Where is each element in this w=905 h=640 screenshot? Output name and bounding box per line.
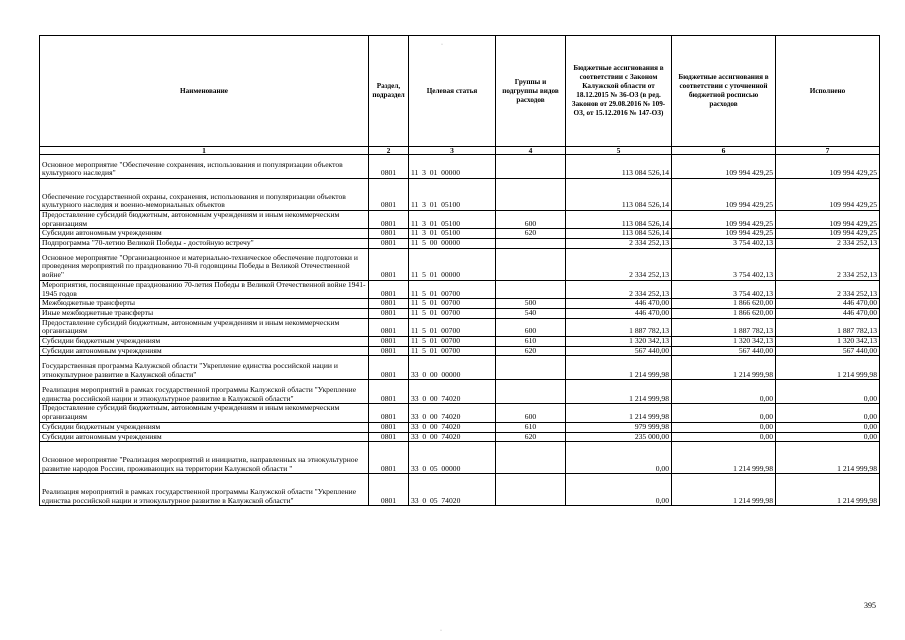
table-row [40,155,880,179]
row-name: Предоставление субсидий бюджетным, автономным учреждениям и иным некоммерческим организациям [40,318,369,336]
row-list-amount: 3 754 402,13 [672,239,776,249]
row-law-amount: 2 334 252,13 [566,280,672,298]
row-name: Субсидии бюджетным учреждениям [40,337,369,347]
row-article: 11 5 00 00000 [409,239,496,249]
row-list-amount: 1 320 342,13 [672,337,776,347]
row-law-amount: 1 214 999,98 [566,404,672,422]
row-name: Субсидии бюджетным учреждениям [40,422,369,432]
row-name: Субсидии автономным учреждениям [40,229,369,239]
row-group [496,356,566,380]
row-name: Реализация мероприятий в рамках государственной программы Калужской области "Укрепление единства российской нации и этнокультурное развитие в Калужской области" [40,474,369,506]
table-row [40,179,880,211]
table-row [40,280,880,298]
row-list-amount: 109 994 429,25 [672,155,776,179]
column-number: 7 [776,147,880,155]
row-article: 33 0 00 00000 [409,356,496,380]
row-section: 0801 [369,432,409,442]
column-number: 4 [496,147,566,155]
table-row [40,239,880,249]
row-law-amount: 2 334 252,13 [566,248,672,280]
table-row [40,308,880,318]
row-group: 600 [496,211,566,229]
row-section: 0801 [369,337,409,347]
row-section: 0801 [369,474,409,506]
header-groups: Группы и подгруппы видов расходов [496,36,566,147]
row-executed-amount: 109 994 429,25 [776,155,880,179]
page-number: 395 [864,601,876,610]
row-law-amount: 235 000,00 [566,432,672,442]
row-group: 540 [496,308,566,318]
row-executed-amount: 2 334 252,13 [776,280,880,298]
row-executed-amount: 567 440,00 [776,346,880,356]
row-executed-amount: 0,00 [776,404,880,422]
table-row [40,337,880,347]
row-name: Государственная программа Калужской области "Укрепление единства российской нации и этнокультурное развитие в Калужской области" [40,356,369,380]
table-row [40,248,880,280]
row-name: Субсидии автономным учреждениям [40,432,369,442]
row-law-amount: 1 887 782,13 [566,318,672,336]
row-group [496,380,566,404]
row-name: Основное мероприятие "Реализация мероприятий и инициатив, направленных на этнокультурное развитие народов России, проживающих на территории Калужской области " [40,442,369,474]
row-executed-amount: 109 994 429,25 [776,229,880,239]
row-section: 0801 [369,442,409,474]
row-group: 500 [496,299,566,309]
column-number: 2 [369,147,409,155]
header-section: Раздел, подраздел [369,36,409,147]
row-group: 600 [496,318,566,336]
row-section: 0801 [369,422,409,432]
header-article: Целевая статья [409,36,496,147]
row-name: Основное мероприятие "Организационное и материально-техническое обеспечение подготовки и проведения мероприятий по празднованию 70-й годовщины Победы в Великой Отечественной войне" [40,248,369,280]
row-section: 0801 [369,155,409,179]
row-section: 0801 [369,356,409,380]
row-law-amount: 1 214 999,98 [566,380,672,404]
row-law-amount: 0,00 [566,474,672,506]
row-article: 11 5 01 00700 [409,318,496,336]
row-list-amount: 1 214 999,98 [672,442,776,474]
scan-dot: · [441,42,443,48]
row-article: 11 5 01 00000 [409,248,496,280]
row-article: 11 3 01 00000 [409,155,496,179]
row-group [496,179,566,211]
row-name: Межбюджетные трансферты [40,299,369,309]
row-article: 11 3 01 05100 [409,211,496,229]
row-name: Подпрограмма "70-летию Великой Победы - достойную встречу" [40,239,369,249]
row-name: Мероприятия, посвященные празднованию 70-летия Победы в Великой Отечественной войне 1941-1945 годов [40,280,369,298]
row-group [496,155,566,179]
row-section: 0801 [369,404,409,422]
table-row [40,404,880,422]
row-section: 0801 [369,239,409,249]
row-list-amount: 109 994 429,25 [672,211,776,229]
header-list-appropriations: Бюджетные ассигнования в соответствии с уточненной бюджетной росписью расходов [672,36,776,147]
row-article: 33 0 05 00000 [409,442,496,474]
row-article: 11 5 01 00700 [409,308,496,318]
header-law-appropriations: Бюджетные ассигнования в соответствии с Законом Калужской области от 18.12.2015 № 36-ОЗ (в ред. Законов от 29.08.2016 № 109-ОЗ, от 15.12.2016 № 147-ОЗ) [566,36,672,147]
row-list-amount: 567 440,00 [672,346,776,356]
row-law-amount: 113 084 526,14 [566,155,672,179]
row-executed-amount: 1 214 999,98 [776,442,880,474]
row-group [496,239,566,249]
row-executed-amount: 2 334 252,13 [776,239,880,249]
row-section: 0801 [369,229,409,239]
row-law-amount: 0,00 [566,442,672,474]
row-executed-amount: 1 214 999,98 [776,356,880,380]
row-article: 33 0 00 74020 [409,404,496,422]
table-row [40,229,880,239]
table-row [40,380,880,404]
row-section: 0801 [369,211,409,229]
row-executed-amount: 1 887 782,13 [776,318,880,336]
row-executed-amount: 446 470,00 [776,299,880,309]
row-executed-amount: 109 994 429,25 [776,211,880,229]
column-number: 1 [40,147,369,155]
row-law-amount: 113 084 526,14 [566,211,672,229]
row-list-amount: 0,00 [672,380,776,404]
row-article: 11 5 01 00700 [409,346,496,356]
row-list-amount: 1 887 782,13 [672,318,776,336]
table-row [40,432,880,442]
row-article: 11 3 01 05100 [409,229,496,239]
row-section: 0801 [369,299,409,309]
row-law-amount: 113 084 526,14 [566,179,672,211]
row-list-amount: 0,00 [672,422,776,432]
row-article: 33 0 05 74020 [409,474,496,506]
table-body [40,155,880,506]
row-group [496,474,566,506]
row-list-amount: 109 994 429,25 [672,229,776,239]
table-row [40,356,880,380]
row-article: 11 5 01 00700 [409,280,496,298]
row-group [496,442,566,474]
row-executed-amount: 1 214 999,98 [776,474,880,506]
row-group: 610 [496,422,566,432]
row-section: 0801 [369,318,409,336]
row-executed-amount: 0,00 [776,380,880,404]
row-article: 33 0 00 74020 [409,380,496,404]
row-executed-amount: 0,00 [776,422,880,432]
row-section: 0801 [369,280,409,298]
row-name: Иные межбюджетные трансферты [40,308,369,318]
row-law-amount: 446 470,00 [566,299,672,309]
header-row [40,36,880,147]
row-article: 33 0 00 74020 [409,432,496,442]
row-executed-amount: 0,00 [776,432,880,442]
table-row [40,422,880,432]
column-number-row [40,147,880,155]
row-group: 600 [496,404,566,422]
row-name: Реализация мероприятий в рамках государственной программы Калужской области "Укрепление единства российской нации и этнокультурное развитие в Калужской области" [40,380,369,404]
row-article: 11 3 01 05100 [409,179,496,211]
table-row [40,474,880,506]
budget-table [39,35,880,506]
row-section: 0801 [369,380,409,404]
row-list-amount: 1 866 620,00 [672,299,776,309]
row-list-amount: 1 866 620,00 [672,308,776,318]
table-row [40,442,880,474]
table-row [40,299,880,309]
row-executed-amount: 109 994 429,25 [776,179,880,211]
row-law-amount: 1 320 342,13 [566,337,672,347]
column-number: 6 [672,147,776,155]
row-law-amount: 567 440,00 [566,346,672,356]
row-group: 620 [496,229,566,239]
row-name: Субсидии автономным учреждениям [40,346,369,356]
row-list-amount: 109 994 429,25 [672,179,776,211]
row-name: Предоставление субсидий бюджетным, автономным учреждениям и иным некоммерческим организациям [40,211,369,229]
header-executed: Исполнено [776,36,880,147]
row-law-amount: 979 999,98 [566,422,672,432]
row-group: 610 [496,337,566,347]
column-number: 3 [409,147,496,155]
table-row [40,318,880,336]
row-section: 0801 [369,346,409,356]
row-group: 620 [496,432,566,442]
row-executed-amount: 446 470,00 [776,308,880,318]
row-executed-amount: 1 320 342,13 [776,337,880,347]
row-name: Предоставление субсидий бюджетным, автономным учреждениям и иным некоммерческим организациям [40,404,369,422]
row-law-amount: 446 470,00 [566,308,672,318]
row-article: 11 5 01 00700 [409,299,496,309]
row-name: Обеспечение государственной охраны, сохранения, использования и популяризации объектов культурного наследия и военно-мемориальных объектов [40,179,369,211]
row-article: 11 5 01 00700 [409,337,496,347]
row-article: 33 0 00 74020 [409,422,496,432]
row-section: 0801 [369,308,409,318]
row-section: 0801 [369,179,409,211]
header-name: Наименование [40,36,369,147]
row-list-amount: 3 754 402,13 [672,280,776,298]
row-section: 0801 [369,248,409,280]
row-name: Основное мероприятие "Обеспечение сохранения, использования и популяризации объектов культурного наследия" [40,155,369,179]
row-list-amount: 0,00 [672,404,776,422]
row-list-amount: 3 754 402,13 [672,248,776,280]
row-executed-amount: 2 334 252,13 [776,248,880,280]
row-group: 620 [496,346,566,356]
row-list-amount: 0,00 [672,432,776,442]
scan-dot: · [440,628,442,634]
table-row [40,211,880,229]
row-law-amount: 2 334 252,13 [566,239,672,249]
table-row [40,346,880,356]
row-group [496,280,566,298]
column-number: 5 [566,147,672,155]
row-list-amount: 1 214 999,98 [672,474,776,506]
row-list-amount: 1 214 999,98 [672,356,776,380]
row-law-amount: 1 214 999,98 [566,356,672,380]
row-group [496,248,566,280]
row-law-amount: 113 084 526,14 [566,229,672,239]
